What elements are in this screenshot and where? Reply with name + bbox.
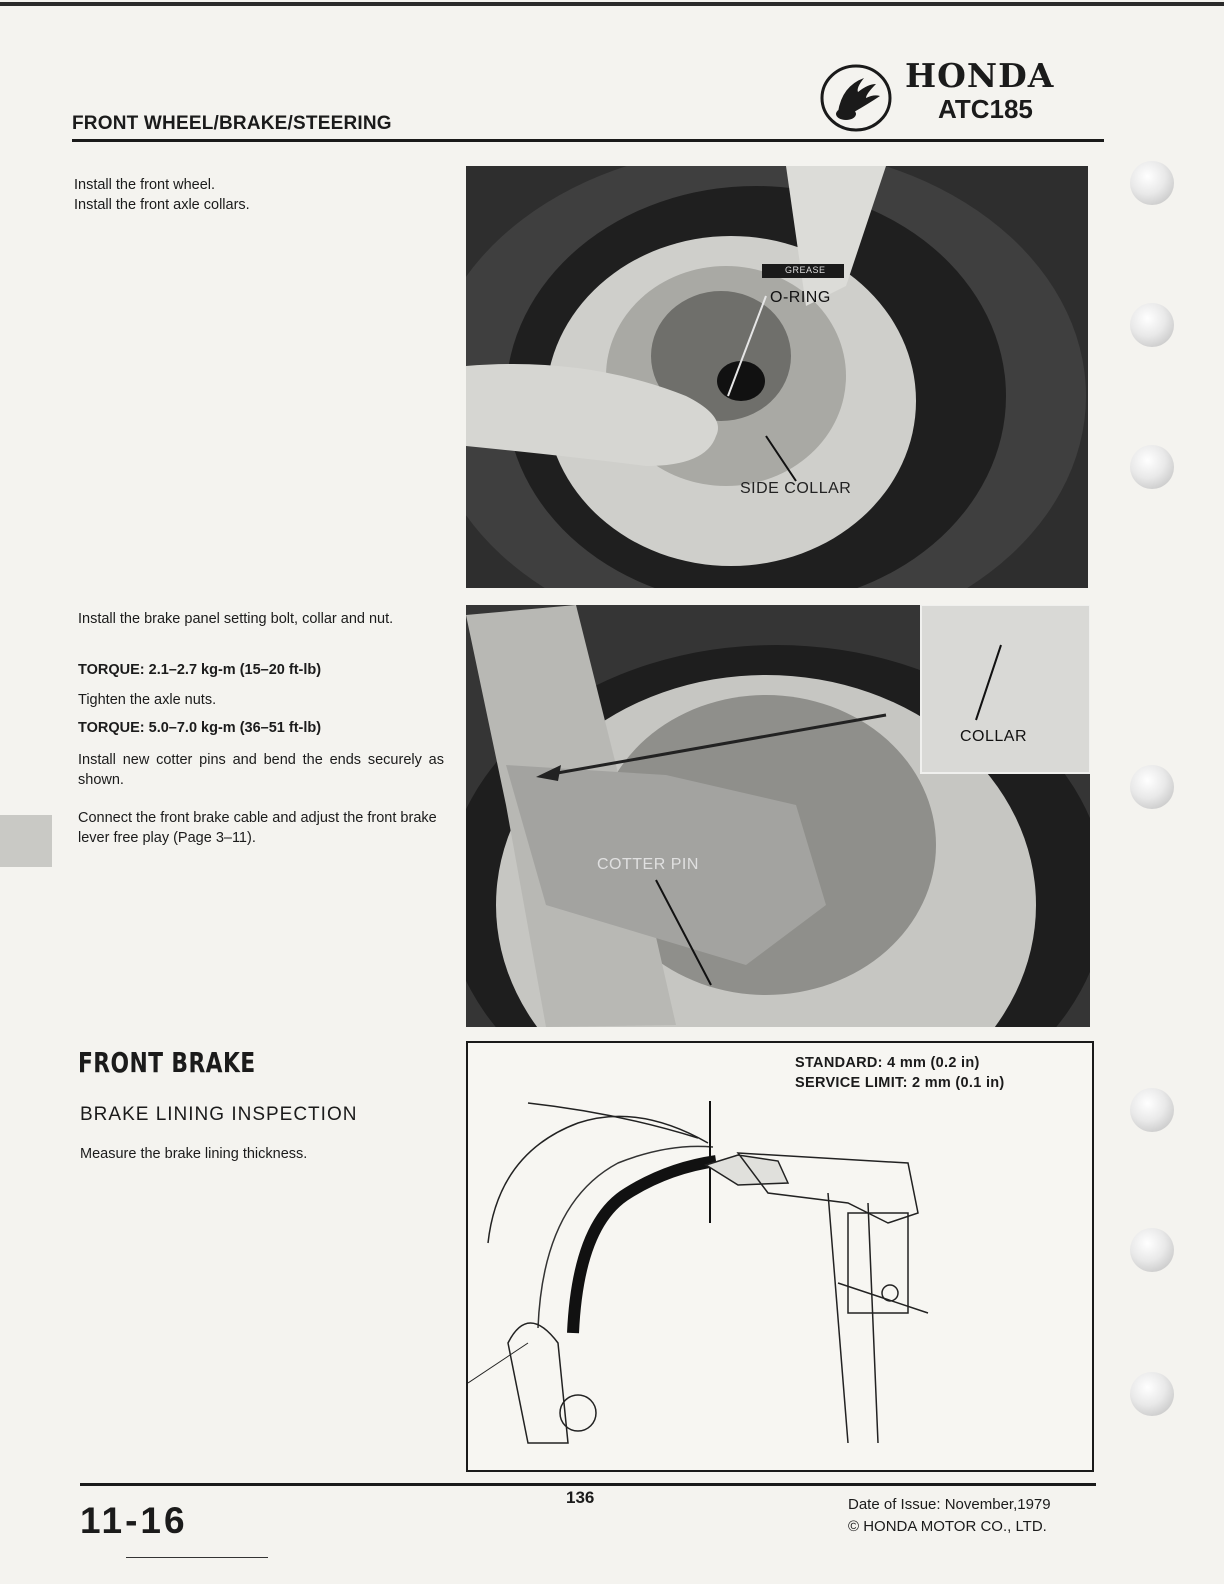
brake-lining-inspection-heading: BRAKE LINING INSPECTION xyxy=(80,1104,358,1125)
binder-hole-4 xyxy=(1130,765,1174,809)
step2-para-4: Connect the front brake cable and adjust the front brake lever free play (Page 3–11). xyxy=(78,810,437,846)
front-brake-heading: FRONT BRAKE xyxy=(78,1046,256,1079)
page-code: 11-16 xyxy=(80,1500,188,1541)
binder-hole-3 xyxy=(1130,445,1174,489)
side-tab-shade xyxy=(0,815,52,867)
spec-standard: STANDARD: 4 mm (0.2 in) xyxy=(795,1055,980,1071)
binder-hole-1 xyxy=(1130,161,1174,205)
section-title: FRONT WHEEL/BRAKE/STEERING xyxy=(72,113,392,134)
step2-para-1: Install the brake panel setting bolt, collar and nut. xyxy=(78,611,394,627)
top-edge-rule xyxy=(0,2,1224,6)
o-ring-label: O-RING xyxy=(770,289,831,306)
grease-label: GREASE xyxy=(785,265,826,275)
binder-hole-2 xyxy=(1130,303,1174,347)
page-number: 136 xyxy=(566,1488,595,1507)
step2-para-2: Tighten the axle nuts. xyxy=(78,692,217,708)
honda-wing-logo-icon xyxy=(818,62,896,134)
issue-date: Date of Issue: November,1979 xyxy=(848,1496,1051,1513)
footer-rule xyxy=(80,1483,1096,1486)
brake-lining-diagram xyxy=(466,1041,1094,1472)
step2-torque-1: TORQUE: 2.1–2.7 kg-m (15–20 ft-lb) xyxy=(78,662,322,678)
step1-line-1: Install the front wheel. xyxy=(74,177,216,193)
spec-service-limit: SERVICE LIMIT: 2 mm (0.1 in) xyxy=(795,1075,1005,1091)
binder-hole-5 xyxy=(1130,1088,1174,1132)
brake-panel-photo xyxy=(466,605,1090,1027)
issue-info xyxy=(848,1494,1051,1538)
copyright: © HONDA MOTOR CO., LTD. xyxy=(848,1518,1047,1535)
front-wheel-photo xyxy=(466,166,1088,588)
binder-hole-6 xyxy=(1130,1228,1174,1272)
side-collar-label: SIDE COLLAR xyxy=(740,480,852,497)
bottom-underline xyxy=(126,1557,268,1558)
model-name: ATC185 xyxy=(938,94,1033,124)
brand-name: HONDA xyxy=(905,56,1055,95)
collar-label: COLLAR xyxy=(960,728,1028,745)
binder-hole-7 xyxy=(1130,1372,1174,1416)
cotter-pin-label: COTTER PIN xyxy=(597,856,699,873)
header-rule xyxy=(72,139,1104,142)
measure-instruction: Measure the brake lining thickness. xyxy=(80,1146,308,1162)
step2-para-3: Install new cotter pins and bend the ends securely as shown. xyxy=(78,752,444,788)
step1-line-2: Install the front axle collars. xyxy=(74,197,250,213)
step2-torque-2: TORQUE: 5.0–7.0 kg-m (36–51 ft-lb) xyxy=(78,720,322,736)
